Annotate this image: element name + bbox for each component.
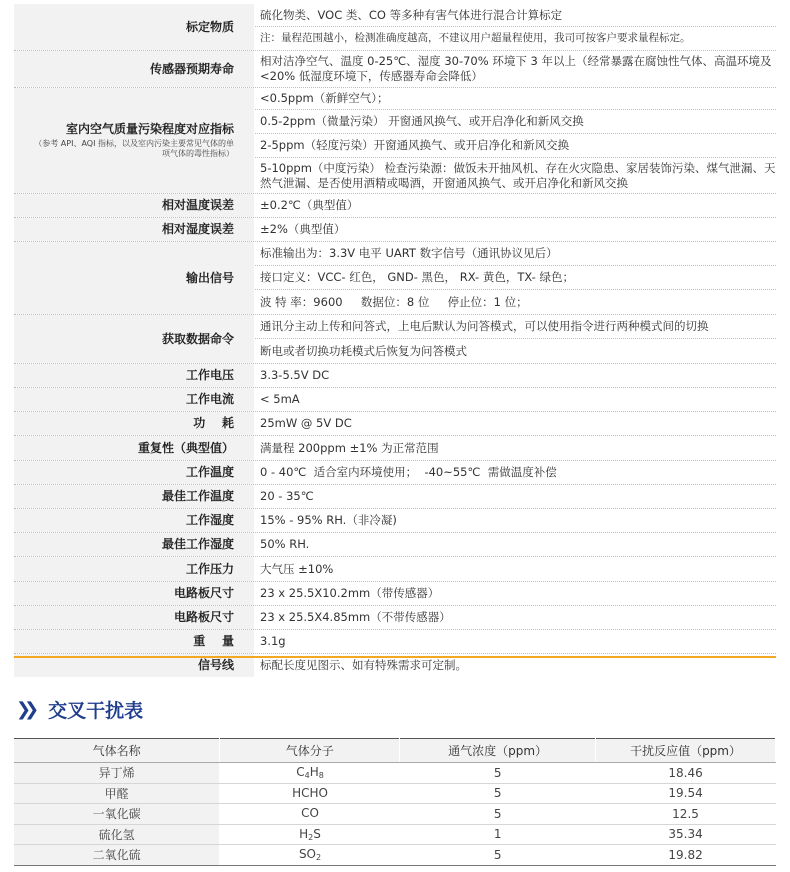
spec-value: 标准输出为：3.3V 电平 UART 数字信号（通讯协议见后） (255, 242, 776, 266)
spec-label: 信号线 (14, 654, 255, 677)
spec-label: 工作温度 (14, 461, 255, 484)
spec-label: 最佳工作温度 (14, 485, 255, 508)
spec-label: 传感器预期寿命 (14, 51, 255, 87)
spec-row (14, 88, 776, 194)
spec-row (14, 557, 776, 582)
spec-value: 满量程 200ppm ±1% 为正常范围 (260, 440, 439, 455)
spec-value: 硫化物类、VOC 类、CO 等多种有害气体进行混合计算标定 (255, 4, 776, 27)
spec-sublabel: （参考 API、AQI 指标，以及室内污染主要常见气体的单项气体的毒性指标） (34, 138, 234, 158)
spec-value: 相对洁净空气、温度 0-25℃、湿度 30-70% 环境下 3 年以上（经常暴露在腐蚀性气体、高温环境及 <20% 低湿度环境下，传感器寿命会降低） (260, 54, 776, 83)
spec-row (14, 412, 776, 436)
spec-value: < 5mA (260, 392, 300, 407)
gas-response: 35.34 (596, 824, 776, 845)
spec-row (14, 364, 776, 388)
spec-value: 波 特 率：9600 数据位：8 位 停止位：1 位； (260, 294, 528, 309)
section-divider (14, 656, 776, 658)
gas-concentration: 5 (400, 845, 596, 866)
spec-value: 大气压 ±10% (260, 561, 334, 576)
section-title: 交叉干扰表 (48, 700, 144, 722)
interference-table (14, 738, 776, 866)
table-row (14, 763, 776, 784)
spec-value: 25mW @ 5V DC (260, 416, 352, 431)
gas-response: 19.54 (596, 783, 776, 804)
gas-formula: $SO_2$ (220, 845, 400, 866)
spec-row (14, 51, 776, 88)
spec-label: 相对湿度误差 (14, 218, 255, 241)
spec-value: 23 x 25.5X4.85mm（不带传感器） (260, 610, 451, 625)
col-header-response: 干扰反应值（ppm） (596, 739, 776, 763)
spec-value: 接口定义：VCC- 红色， GND- 黑色， RX- 黄色，TX- 绿色； (255, 266, 776, 290)
section-heading (16, 696, 143, 723)
gas-response: 19.82 (596, 845, 776, 866)
spec-label: 重 量 (14, 630, 255, 653)
col-header-formula: 气体分子 (220, 739, 400, 763)
gas-formula: $C_4H_8$ (220, 763, 400, 784)
spec-value: 0 - 40℃ 适合室内环境使用； -40~55℃ 需做温度补偿 (260, 465, 557, 480)
table-row (14, 783, 776, 804)
spec-value: 50% RH. (260, 537, 310, 552)
spec-value: 23 x 25.5X10.2mm（带传感器） (260, 586, 440, 601)
gas-formula: HCHO (220, 783, 400, 804)
spec-label: 工作电流 (14, 388, 255, 411)
spec-value: 标配长度见图示、如有特殊需求可定制。 (260, 658, 467, 673)
spec-label: 电路板尺寸 (14, 582, 255, 605)
spec-value: 3.3-5.5V DC (260, 368, 330, 383)
spec-value: 通讯分主动上传和问答式，上电后默认为问答模式，可以使用指令进行两种模式间的切换 (255, 315, 776, 339)
spec-row (14, 630, 776, 654)
spec-label: 获取数据命令 (14, 315, 255, 363)
spec-table (14, 4, 776, 677)
gas-name: 二氧化硫 (14, 845, 220, 866)
spec-value: 断电或者切换功耗模式后恢复为问答模式 (260, 343, 467, 358)
spec-label: 最佳工作湿度 (14, 533, 255, 556)
gas-concentration: 5 (400, 783, 596, 804)
spec-label: 工作湿度 (14, 509, 255, 532)
col-header-gas-name: 气体名称 (14, 739, 220, 763)
gas-concentration: 1 (400, 824, 596, 845)
gas-name: 一氧化碳 (14, 804, 220, 825)
spec-row (14, 242, 776, 315)
spec-row (14, 485, 776, 509)
spec-label: 工作压力 (14, 557, 255, 581)
spec-label: 功 耗 (14, 412, 255, 435)
gas-name: 硫化氢 (14, 824, 220, 845)
spec-label: 重复性（典型值） (14, 436, 255, 460)
gas-formula: CO (220, 804, 400, 825)
gas-concentration: 5 (400, 804, 596, 825)
spec-value: 15% - 95% RH.（非冷凝) (260, 513, 397, 528)
spec-row (14, 315, 776, 364)
gas-response: 18.46 (596, 763, 776, 784)
col-header-concentration: 通气浓度（ppm） (400, 739, 596, 763)
spec-label: 室内空气质量污染程度对应指标 （参考 API、AQI 指标，以及室内污染主要常见气体的单项气体的毒性指标） (14, 88, 255, 193)
spec-value: ±2%（典型值） (260, 222, 346, 237)
spec-value: 3.1g (260, 634, 286, 649)
spec-value: 0.5-2ppm（微量污染） 开窗通风换气、或开启净化和新风交换 (255, 110, 776, 134)
spec-note: 注：量程范围越小，检测准确度越高，不建议用户超量程使用，我司可按客户要求量程标定。 (260, 31, 691, 44)
spec-value: 20 - 35℃ (260, 489, 314, 504)
table-row (14, 804, 776, 825)
double-chevron-right-icon: ❯❯ (16, 699, 33, 720)
table-row (14, 845, 776, 866)
spec-row (14, 533, 776, 557)
spec-row (14, 582, 776, 606)
spec-row (14, 509, 776, 533)
spec-label: 相对温度误差 (14, 194, 255, 217)
spec-value: <0.5ppm（新鲜空气）； (255, 88, 776, 110)
gas-formula: $H_2S$ (220, 824, 400, 845)
spec-value: 5-10ppm（中度污染） 检查污染源：做饭未开抽风机、存在火灾隐患、家居装饰污染、煤气泄漏、天然气泄漏、是否使用酒精或喝酒，开窗通风换气、或开启净化和新风交换 (260, 160, 776, 190)
spec-row (14, 436, 776, 461)
spec-row (14, 388, 776, 412)
spec-label: 电路板尺寸 (14, 606, 255, 629)
gas-concentration: 5 (400, 763, 596, 784)
table-row (14, 824, 776, 845)
spec-label: 输出信号 (14, 242, 255, 314)
spec-row (14, 194, 776, 218)
spec-value: 2-5ppm（轻度污染）开窗通风换气、或开启净化和新风交换 (255, 134, 776, 158)
spec-row (14, 606, 776, 630)
gas-response: 12.5 (596, 804, 776, 825)
spec-label: 标定物质 (14, 4, 255, 50)
gas-name: 异丁烯 (14, 763, 220, 784)
spec-row (14, 461, 776, 485)
gas-name: 甲醛 (14, 783, 220, 804)
spec-row (14, 4, 776, 51)
table-header-row (14, 739, 776, 763)
spec-label: 工作电压 (14, 364, 255, 387)
spec-row (14, 218, 776, 242)
spec-value: ±0.2℃（典型值） (260, 198, 359, 213)
